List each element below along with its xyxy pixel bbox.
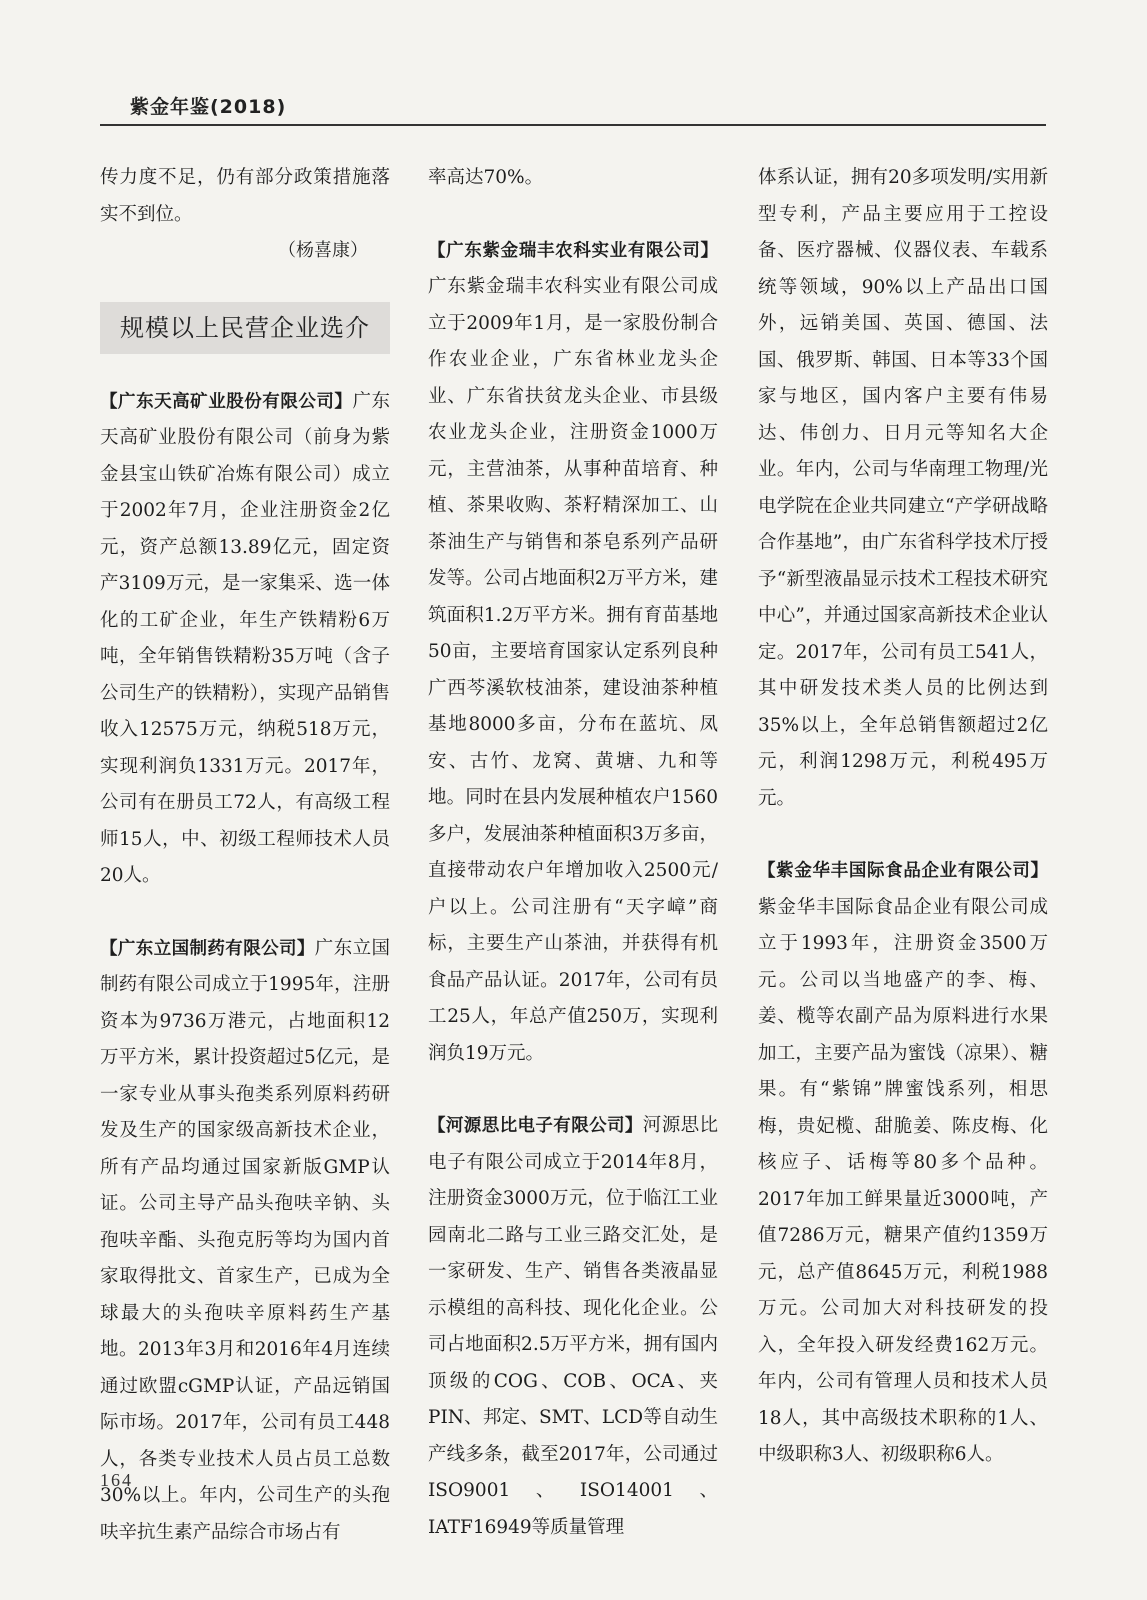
intro-paragraph: 传力度不足，仍有部分政策措施落实不到位。 (100, 167, 390, 225)
company-description: 河源思比电子有限公司成立于2014年8月，注册资金3000万元，位于临江工业园南北二路与工业三路交汇处，是一家研发、生产、销售各类液晶显示模组的高科技、现化化企业。公司占地面积2.5万平方米，拥有国内顶级的COG、COB、OCA、夹PIN、邦定、SMT、LCD等自动生产线多条，截至2017年，公司通过ISO9001、ISO14001、IATF16949等质量管理 (428, 1115, 718, 1538)
company-description: 广东天高矿业股份有限公司（前身为紫金县宝山铁矿冶炼有限公司）成立于2002年7月，企业注册资金2亿元，资产总额13.89亿元，固定资产3109万元，是一家集采、选一体化的工矿企业，年生产铁精粉6万吨，全年销售铁精粉35万吨（含子公司生产的铁精粉），实现产品销售收入12575万元，纳税518万元，实现利润负1331万元。2017年，公司有在册员工72人，有高级工程师15人，中、初级工程师技术人员20人。 (100, 390, 390, 886)
company-description: 紫金华丰国际食品企业有限公司成立于1993年，注册资金3500万元。公司以当地盛产的李、梅、姜、榄等农副产品为原料进行水果加工，主要产品为蜜饯（凉果）、糖果。有“紫锦”牌蜜饯系列，相思梅，贵妃榄、甜脆姜、陈皮梅、化核应子、话梅等80多个品种。2017年加工鲜果量近3000吨，产值7286万元，糖果产值约1359万元，总产值8645万元，利税1988万元。公司加大对科技研发的投入，全年投入研发经费162万元。年内，公司有管理人员和技术人员18人，其中高级技术职称的1人、中级职称3人、初级职称6人。 (758, 896, 1048, 1465)
section-title: 规模以上民营企业选介 (100, 302, 390, 354)
company-title: 【广东立国制药有限公司】 (100, 938, 315, 959)
company-title: 【广东紫金瑞丰农科实业有限公司】 (428, 240, 718, 261)
company-entry-ruifeng (428, 233, 718, 1073)
author-credit: （杨喜康） (278, 240, 368, 261)
column-2 (428, 160, 718, 1546)
column-3 (758, 160, 1048, 1474)
company-description: 广东立国制药有限公司成立于1995年，注册资本为9736万港元，占地面积12万平方米，累计投资超过5亿元，是一家专业从事头孢类系列原料药研发及生产的国家级高新技术企业，所有产品均通过国家新版GMP认证。公司主导产品头孢呋辛钠、头孢呋辛酯、头孢克肟等均为国内首家取得批文、首家生产，已成为全球最大的头孢呋辛原料药生产基地。2013年3月和2016年4月连续通过欧盟cGMP认证，产品远销国际市场。2017年，公司有员工448人，各类专业技术人员占员工总数30%以上。年内，公司生产的头孢呋辛抗生素产品综合市场占有 (100, 937, 390, 1543)
header-rule (100, 124, 1046, 126)
company-description: 广东紫金瑞丰农科实业有限公司成立于2009年1月，是一家股份制合作农业企业，广东省林业龙头企业、广东省扶贫龙头企业、市县级农业龙头企业，注册资金1000万元，主营油茶，从事种苗培育、种植、茶果收购、茶籽精深加工、山茶油生产与销售和茶皂系列产品研发等。公司占地面积2万平方米，建筑面积1.2万平方米。拥有育苗基地50亩，主要培育国家认定系列良种广西芩溪软枝油茶，建设油茶种植基地8000多亩，分布在蓝坑、凤安、古竹、龙窝、黄塘、九和等地。同时在县内发展种植农户1560多户，发展油茶种植面积3万多亩，直接带动农户年增加收入2500元/户以上。公司注册有“天字嶂”商标，主要生产山茶油，并获得有机食品产品认证。2017年，公司有员工25人，年总产值250万，实现利润负19万元。 (428, 276, 718, 1064)
company-entry-tiangao (100, 384, 390, 895)
company-title: 【河源思比电子有限公司】 (428, 1116, 643, 1136)
continued-paragraph: 体系认证，拥有20多项发明/实用新型专利，产品主要应用于工控设备、医疗器械、仪器仪表、车载系统等领域，90%以上产品出口国外，远销美国、英国、德国、法国、俄罗斯、韩国、日本等33个国家与地区，国内客户主要有伟易达、伟创力、日月元等知名大企业。年内，公司与华南理工物理/光电学院在企业共同建立“产学研战略合作基地”，由广东省科学技术厅授予“新型液晶显示技术工程技术研究中心”，并通过国家高新技术企业认定。2017年，公司有员工541人，其中研发技术类人员的比例达到35%以上，全年总销售额超过2亿元，利润1298万元，利税495万元。 (758, 167, 1048, 809)
column-1 (100, 160, 390, 1551)
company-title: 【广东天高矿业股份有限公司】 (100, 391, 353, 412)
running-title: 紫金年鉴(2018) (130, 96, 287, 118)
company-title: 【紫金华丰国际食品企业有限公司】 (758, 861, 1048, 881)
company-entry-huafeng (758, 853, 1048, 1474)
continued-paragraph: 率高达70%。 (428, 167, 544, 188)
page-number: 164 (100, 1470, 133, 1490)
company-entry-sibi (428, 1108, 718, 1546)
company-entry-liguo (100, 931, 390, 1552)
